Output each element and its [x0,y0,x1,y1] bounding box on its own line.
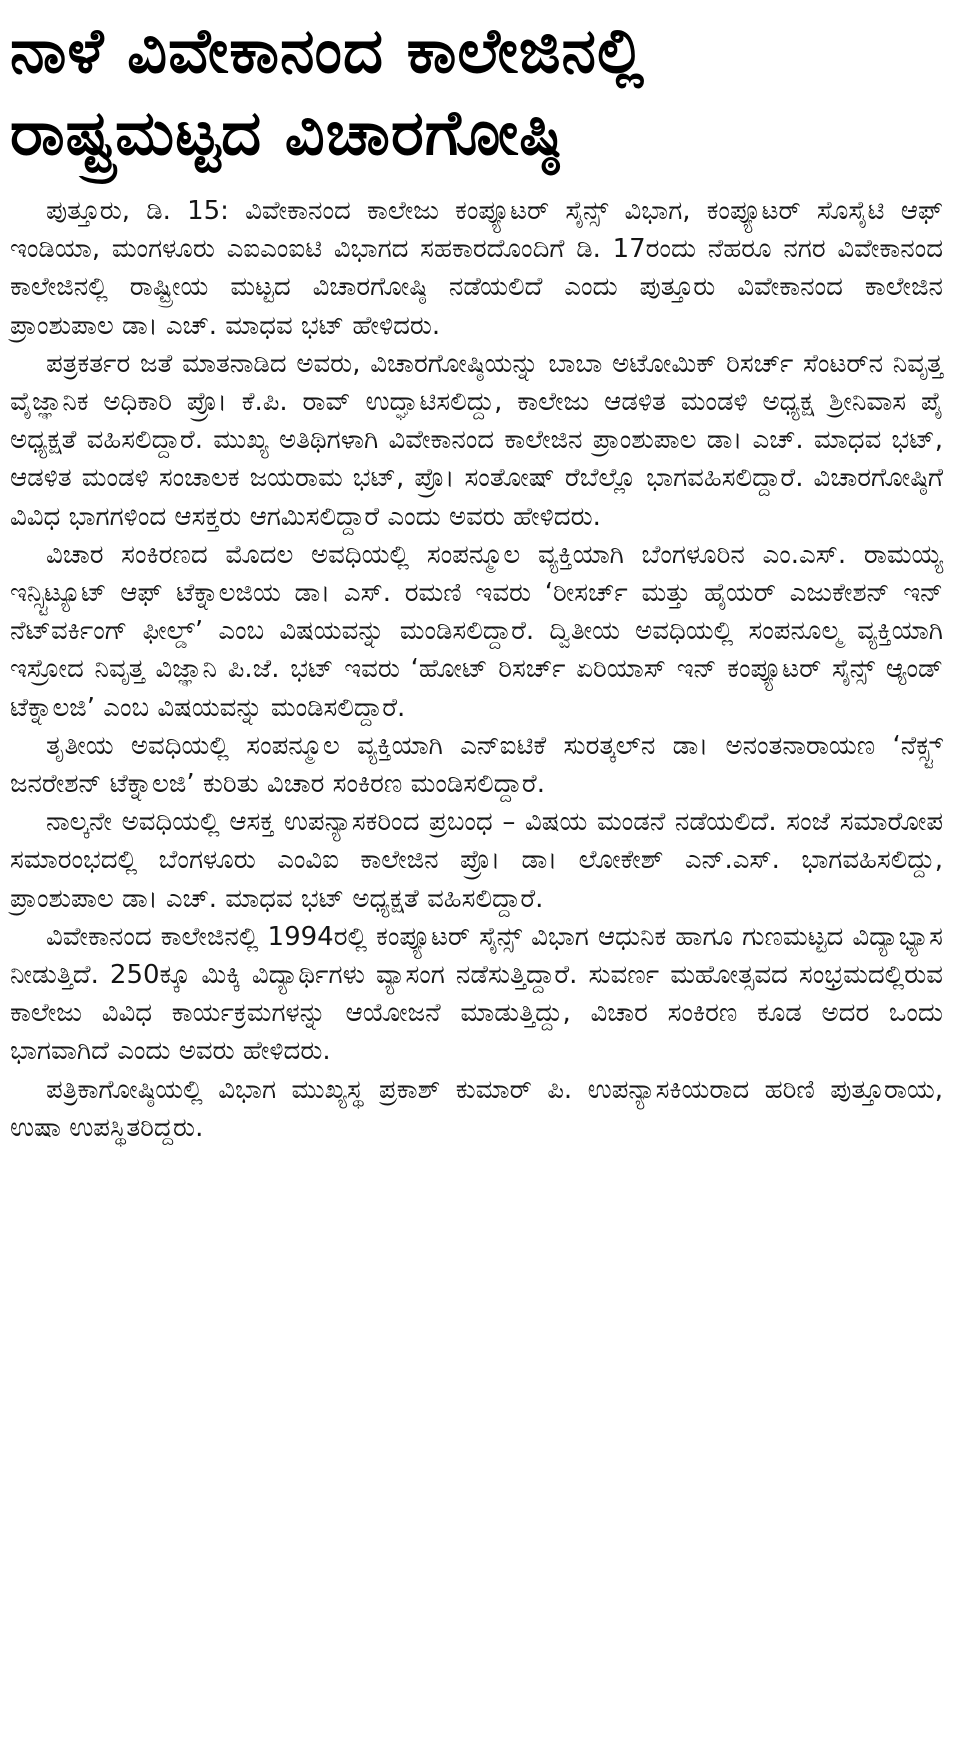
paragraph-session-3: ತೃತೀಯ ಅವಧಿಯಲ್ಲಿ ಸಂಪನ್ಮೂಲ ವ್ಯಕ್ತಿಯಾಗಿ ಎನ್‌ಐಟಿಕೆ ಸುರತ್ಕಲ್‌ನ ಡಾ। ಅನಂತನಾರಾಯಣ ‘ನೆಕ್ಸ್ಟ್ ಜನರೇಶನ್ ಟೆಕ್ನಾಲಜಿ’ ಕುರಿತು ವಿಚಾರ ಸಂಕಿರಣ ಮಂಡಿಸಲಿದ್ದಾರೆ. [10,730,943,800]
paragraph-sessions-1-2: ವಿಚಾರ ಸಂಕಿರಣದ ಮೊದಲ ಅವಧಿಯಲ್ಲಿ ಸಂಪನ್ಮೂಲ ವ್ಯಕ್ತಿಯಾಗಿ ಬೆಂಗಳೂರಿನ ಎಂ.ಎಸ್. ರಾಮಯ್ಯ ಇನ್ಸ್ಟಿಟ್ಯೂಟ್ ಆಫ್ ಟೆಕ್ನಾಲಜಿಯ ಡಾ। ಎಸ್. ರಮಣಿ ಇವರು ‘ರೀಸರ್ಚ್ ಮತ್ತು ಹೈಯರ್ ಎಜುಕೇಶನ್ ಇನ್ ನೆಟ್‌ವರ್ಕಿಂಗ್ ಫೀಲ್ಡ್’ ಎಂಬ ವಿಷಯವನ್ನು ಮಂಡಿಸಲಿದ್ದಾರೆ. ದ್ವಿತೀಯ ಅವಧಿಯಲ್ಲಿ ಸಂಪನೂಲ್ಮ ವ್ಯಕ್ತಿಯಾಗಿ ಇಸ್ರೋದ ನಿವೃತ್ತ ವಿಜ್ಞಾನಿ ಪಿ.ಜೆ. ಭಟ್ ಇವರು ‘ಹೋಟ್ ರಿಸರ್ಚ್ ಏರಿಯಾಸ್ ಇನ್ ಕಂಪ್ಯೂಟರ್ ಸೈನ್ಸ್ ಆ್ಯಂಡ್ ಟೆಕ್ನಾಲಜಿ’ ಎಂಬ ವಿಷಯವನ್ನು ಮಂಡಿಸಲಿದ್ದಾರೆ. [10,539,943,723]
paragraph-intro: ಪುತ್ತೂರು, ಡಿ. 15: ವಿವೇಕಾನಂದ ಕಾಲೇಜು ಕಂಪ್ಯೂಟರ್ ಸೈನ್ಸ್ ವಿಭಾಗ, ಕಂಪ್ಯೂಟರ್ ಸೊಸೈಟಿ ಆಫ್ ಇಂಡಿಯಾ, ಮಂಗಳೂರು ಎಐಎಂಐಟಿ ವಿಭಾಗದ ಸಹಕಾರದೊಂದಿಗೆ ಡಿ. 17ರಂದು ನೆಹರೂ ನಗರ ವಿವೇಕಾನಂದ ಕಾಲೇಜಿನಲ್ಲಿ ರಾಷ್ಟ್ರೀಯ ಮಟ್ಟದ ವಿಚಾರಗೋಷ್ಠಿ ನಡೆಯಲಿದೆ ಎಂದು ಪುತ್ತೂರು ವಿವೇಕಾನಂದ ಕಾಲೇಜಿನ ಪ್ರಾಂಶುಪಾಲ ಡಾ। ಎಚ್. ಮಾಧವ ಭಟ್ ಹೇಳಿದರು. [10,196,943,341]
headline-line-2: ರಾಷ್ಟ್ರಮಟ್ಟದ ವಿಚಾರಗೋಷ್ಠಿ [10,96,563,169]
article-body [10,192,943,1147]
paragraph-attendees: ಪತ್ರಿಕಾಗೋಷ್ಠಿಯಲ್ಲಿ ವಿಭಾಗ ಮುಖ್ಯಸ್ಥ ಪ್ರಕಾಶ್ ಕುಮಾರ್ ಪಿ. ಉಪನ್ಯಾಸಕಿಯರಾದ ಹರಿಣಿ ಪುತ್ತೂರಾಯ, ಉಷಾ ಉಪಸ್ಥಿತರಿದ್ದರು. [10,1074,943,1143]
headline-line-1: ನಾಳೆ ವಿವೇಕಾನಂದ ಕಾಲೇಜಿನಲ್ಲಿ [10,14,645,87]
paragraph-session-4-valedictory: ನಾಲ್ಕನೇ ಅವಧಿಯಲ್ಲಿ ಆಸಕ್ತ ಉಪನ್ಯಾಸಕರಿಂದ ಪ್ರಬಂಧ – ವಿಷಯ ಮಂಡನೆ ನಡೆಯಲಿದೆ. ಸಂಜೆ ಸಮಾರೋಪ ಸಮಾರಂಭದಲ್ಲಿ ಬೆಂಗಳೂರು ಎಂವಿಐ ಕಾಲೇಜಿನ ಪ್ರೊ। ಡಾ। ಲೋಕೇಶ್ ಎನ್.ಎಸ್. ಭಾಗವಹಿಸಲಿದ್ದು, ಪ್ರಾಂಶುಪಾಲ ಡಾ। ಎಚ್. ಮಾಧವ ಭಟ್ ಅಧ್ಯಕ್ಷತೆ ವಹಿಸಲಿದ್ದಾರೆ. [10,807,943,914]
paragraph-department-history: ವಿವೇಕಾನಂದ ಕಾಲೇಜಿನಲ್ಲಿ 1994ರಲ್ಲಿ ಕಂಪ್ಯೂಟರ್ ಸೈನ್ಸ್ ವಿಭಾಗ ಆಧುನಿಕ ಹಾಗೂ ಗುಣಮಟ್ಟದ ವಿದ್ಯಾಭ್ಯಾಸ ನೀಡುತ್ತಿದೆ. 250ಕ್ಕೂ ಮಿಕ್ಕಿ ವಿದ್ಯಾರ್ಥಿಗಳು ವ್ಯಾಸಂಗ ನಡೆಸುತ್ತಿದ್ದಾರೆ. ಸುವರ್ಣ ಮಹೋತ್ಸವದ ಸಂಭ್ರಮದಲ್ಲಿರುವ ಕಾಲೇಜು ವಿವಿಧ ಕಾರ್ಯಕ್ರಮಗಳನ್ನು ಆಯೋಜನೆ ಮಾಡುತ್ತಿದ್ದು, ವಿಚಾರ ಸಂಕಿರಣ ಕೂಡ ಅದರ ಒಂದು ಭಾಗವಾಗಿದೆ ಎಂದು ಅವರು ಹೇಳಿದರು. [10,921,943,1067]
paragraph-inauguration: ಪತ್ರಕರ್ತರ ಜತೆ ಮಾತನಾಡಿದ ಅವರು, ವಿಚಾರಗೋಷ್ಠಿಯನ್ನು ಬಾಬಾ ಅಟೋಮಿಕ್ ರಿಸರ್ಚ್ ಸೆಂಟರ್‌ನ ನಿವೃತ್ತ ವೈಜ್ಞಾನಿಕ ಅಧಿಕಾರಿ ಪ್ರೊ। ಕೆ.ಪಿ. ರಾವ್ ಉದ್ಘಾಟಿಸಲಿದ್ದು, ಕಾಲೇಜು ಆಡಳಿತ ಮಂಡಳಿ ಅಧ್ಯಕ್ಷ ಶ್ರೀನಿವಾಸ ಪೈ ಅಧ್ಯಕ್ಷತೆ ವಹಿಸಲಿದ್ದಾರೆ. ಮುಖ್ಯ ಅತಿಥಿಗಳಾಗಿ ವಿವೇಕಾನಂದ ಕಾಲೇಜಿನ ಪ್ರಾಂಶುಪಾಲ ಡಾ। ಎಚ್. ಮಾಧವ ಭಟ್, ಆಡಳಿತ ಮಂಡಳಿ ಸಂಚಾಲಕ ಜಯರಾಮ ಭಟ್, ಪ್ರೊ। ಸಂತೋಷ್ ರೆಬೆಲ್ಲೊ ಭಾಗವಹಿಸಲಿದ್ದಾರೆ. ವಿಚಾರಗೋಷ್ಠಿಗೆ ವಿವಿಧ ಭಾಗಗಳಿಂದ ಆಸಕ್ತರು ಆಗಮಿಸಲಿದ್ದಾರೆ ಎಂದು ಅವರು ಹೇಳಿದರು. [10,348,943,532]
headline [10,10,943,185]
